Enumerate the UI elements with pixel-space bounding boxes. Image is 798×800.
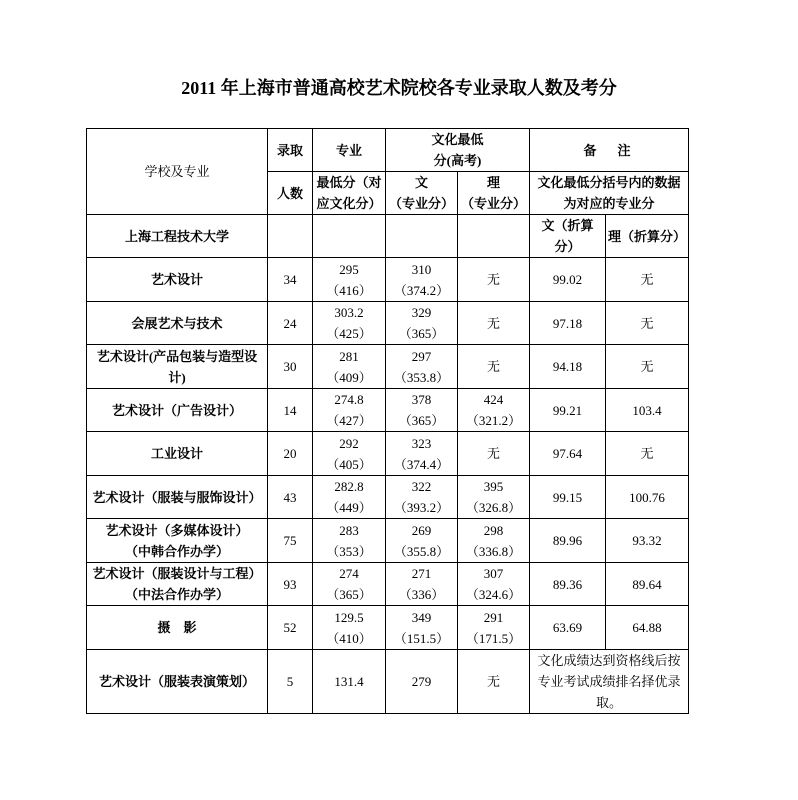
header-row-1 — [87, 129, 689, 172]
major-min-score: 129.5 （410） — [313, 606, 386, 650]
row-label: 艺术设计（广告设计） — [87, 389, 268, 432]
major-min-score: 281 （409） — [313, 345, 386, 389]
header-remarks: 备 注 — [530, 129, 689, 172]
remark-note: 文化成绩达到资格线后按专业考试成绩排名择优录取。 — [530, 650, 689, 714]
li-converted-score: 103.4 — [606, 389, 689, 432]
university-name: 上海工程技术大学 — [87, 215, 268, 258]
table-row — [87, 302, 689, 345]
wen-converted-score: 97.64 — [530, 432, 606, 476]
admit-count: 20 — [268, 432, 313, 476]
header-admit-top: 录取 — [268, 129, 313, 172]
empty-cell — [458, 215, 530, 258]
admission-score-table — [86, 128, 689, 714]
header-wen-converted: 文（折算分） — [530, 215, 606, 258]
wen-score: 323 （374.4） — [386, 432, 458, 476]
li-score: 291 （171.5） — [458, 606, 530, 650]
table-row — [87, 258, 689, 302]
li-score: 424 （321.2） — [458, 389, 530, 432]
wen-score: 310 （374.2） — [386, 258, 458, 302]
major-min-score: 282.8 （449） — [313, 476, 386, 519]
wen-score: 322 （393.2） — [386, 476, 458, 519]
li-converted-score: 64.88 — [606, 606, 689, 650]
major-min-score: 274.8 （427） — [313, 389, 386, 432]
li-score: 无 — [458, 345, 530, 389]
header-li: 理 （专业分） — [458, 172, 530, 215]
row-label: 艺术设计（服装设计与工程） （中法合作办学） — [87, 563, 268, 606]
li-converted-score: 无 — [606, 345, 689, 389]
table-row — [87, 606, 689, 650]
table-row — [87, 476, 689, 519]
wen-converted-score: 99.21 — [530, 389, 606, 432]
university-row — [87, 215, 689, 258]
header-remarks-note: 文化最低分括号内的数据 为对应的专业分 — [530, 172, 689, 215]
li-converted-score: 93.32 — [606, 519, 689, 563]
admit-count: 5 — [268, 650, 313, 714]
wen-converted-score: 97.18 — [530, 302, 606, 345]
admit-count: 52 — [268, 606, 313, 650]
header-major-min-score: 最低分（对 应文化分） — [313, 172, 386, 215]
li-score: 307 （324.6） — [458, 563, 530, 606]
row-label: 艺术设计 — [87, 258, 268, 302]
admit-count: 30 — [268, 345, 313, 389]
li-score: 无 — [458, 302, 530, 345]
wen-converted-score: 99.15 — [530, 476, 606, 519]
admit-count: 14 — [268, 389, 313, 432]
li-converted-score: 无 — [606, 302, 689, 345]
li-converted-score: 无 — [606, 432, 689, 476]
header-wen: 文 （专业分） — [386, 172, 458, 215]
row-label: 会展艺术与技术 — [87, 302, 268, 345]
wen-score: 271 （336） — [386, 563, 458, 606]
admit-count: 75 — [268, 519, 313, 563]
major-min-score: 292 （405） — [313, 432, 386, 476]
li-score: 无 — [458, 650, 530, 714]
li-score: 395 （326.8） — [458, 476, 530, 519]
table-row — [87, 519, 689, 563]
admit-count: 93 — [268, 563, 313, 606]
wen-score: 269 （355.8） — [386, 519, 458, 563]
li-score: 无 — [458, 432, 530, 476]
wen-score: 378 （365） — [386, 389, 458, 432]
table-row — [87, 345, 689, 389]
header-major-top: 专业 — [313, 129, 386, 172]
wen-converted-score: 99.02 — [530, 258, 606, 302]
li-score: 298 （336.8） — [458, 519, 530, 563]
wen-converted-score: 63.69 — [530, 606, 606, 650]
wen-score: 297 （353.8） — [386, 345, 458, 389]
table-row — [87, 563, 689, 606]
row-label: 摄 影 — [87, 606, 268, 650]
header-school-major: 学校及专业 — [87, 129, 268, 215]
li-converted-score: 100.76 — [606, 476, 689, 519]
header-li-converted: 理（折算分） — [606, 215, 689, 258]
document-title: 2011 年上海市普通高校艺术院校各专业录取人数及考分 — [181, 78, 617, 98]
wen-converted-score: 89.36 — [530, 563, 606, 606]
li-converted-score: 89.64 — [606, 563, 689, 606]
row-label: 艺术设计（服装表演策划） — [87, 650, 268, 714]
li-score: 无 — [458, 258, 530, 302]
row-label: 艺术设计(产品包装与造型设 计) — [87, 345, 268, 389]
empty-cell — [313, 215, 386, 258]
empty-cell — [268, 215, 313, 258]
admit-count: 24 — [268, 302, 313, 345]
row-label: 工业设计 — [87, 432, 268, 476]
header-culture-min: 文化最低 分(高考) — [386, 129, 530, 172]
major-min-score: 283 （353） — [313, 519, 386, 563]
major-min-score: 274 （365） — [313, 563, 386, 606]
admit-count: 34 — [268, 258, 313, 302]
row-label: 艺术设计（服装与服饰设计） — [87, 476, 268, 519]
wen-score: 329 （365） — [386, 302, 458, 345]
major-min-score: 295 （416） — [313, 258, 386, 302]
wen-score: 279 — [386, 650, 458, 714]
header-admit-bottom: 人数 — [268, 172, 313, 215]
table-row — [87, 650, 689, 714]
table-row — [87, 432, 689, 476]
row-label: 艺术设计（多媒体设计） （中韩合作办学） — [87, 519, 268, 563]
admit-count: 43 — [268, 476, 313, 519]
major-min-score: 303.2 （425） — [313, 302, 386, 345]
empty-cell — [386, 215, 458, 258]
major-min-score: 131.4 — [313, 650, 386, 714]
wen-score: 349 （151.5） — [386, 606, 458, 650]
table-row — [87, 389, 689, 432]
li-converted-score: 无 — [606, 258, 689, 302]
wen-converted-score: 89.96 — [530, 519, 606, 563]
wen-converted-score: 94.18 — [530, 345, 606, 389]
